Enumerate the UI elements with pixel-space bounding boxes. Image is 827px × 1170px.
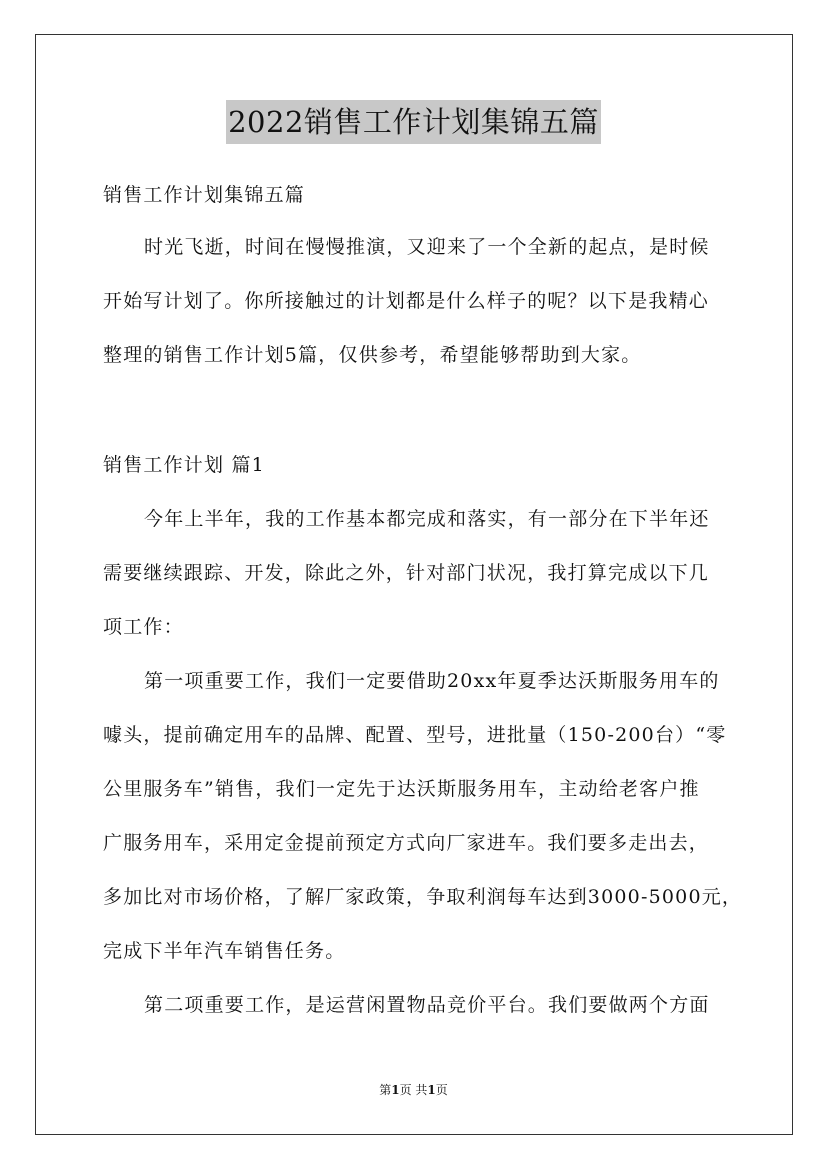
section-1-para-2-line-4: 广服务用车，采用定金提前预定方式向厂家进车。我们要多走出去， [103, 832, 710, 854]
section-1-para-2-line-2: 噱头，提前确定用车的品牌、配置、型号，进批量（150-200台）“零 [103, 724, 727, 746]
footer-page-current: 1 [391, 1083, 400, 1097]
footer-page-mid: 页 共 [399, 1083, 428, 1097]
section-1-para-2-line-6: 完成下半年汽车销售任务。 [103, 940, 346, 962]
section-1-para-1-line-1: 今年上半年，我的工作基本都完成和落实，有一部分在下半年还 [144, 508, 710, 530]
page-footer [0, 1082, 827, 1098]
footer-page-total: 1 [427, 1083, 436, 1097]
section-1-para-2-line-3: 公里服务车”销售，我们一定先于达沃斯服务用车，主动给老客户推 [103, 778, 700, 800]
document-title [0, 100, 827, 144]
footer-page-prefix: 第 [379, 1083, 392, 1097]
section-1-para-1-line-3: 项工作： [103, 616, 184, 638]
section-1-para-3-line-1: 第二项重要工作，是运营闲置物品竞价平台。我们要做两个方面 [144, 994, 710, 1016]
section-1-para-2-line-5: 多加比对市场价格，了解厂家政策，争取利润每车达到3000-5000元， [103, 886, 743, 908]
document-subtitle: 销售工作计划集锦五篇 [103, 184, 306, 206]
intro-line-3: 整理的销售工作计划5篇，仅供参考，希望能够帮助到大家。 [103, 344, 642, 366]
intro-line-2: 开始写计划了。你所接触过的计划都是什么样子的呢？以下是我精心 [103, 290, 710, 312]
document-title-text: 2022销售工作计划集锦五篇 [226, 100, 601, 144]
intro-line-1: 时光飞逝，时间在慢慢推演，又迎来了一个全新的起点，是时候 [144, 236, 710, 258]
section-1-heading: 销售工作计划 篇1 [103, 454, 265, 476]
section-1-para-2-line-1: 第一项重要工作，我们一定要借助20xx年夏季达沃斯服务用车的 [144, 670, 720, 692]
section-1-para-1-line-2: 需要继续跟踪、开发，除此之外，针对部门状况，我打算完成以下几 [103, 562, 710, 584]
footer-page-suffix: 页 [435, 1083, 448, 1097]
